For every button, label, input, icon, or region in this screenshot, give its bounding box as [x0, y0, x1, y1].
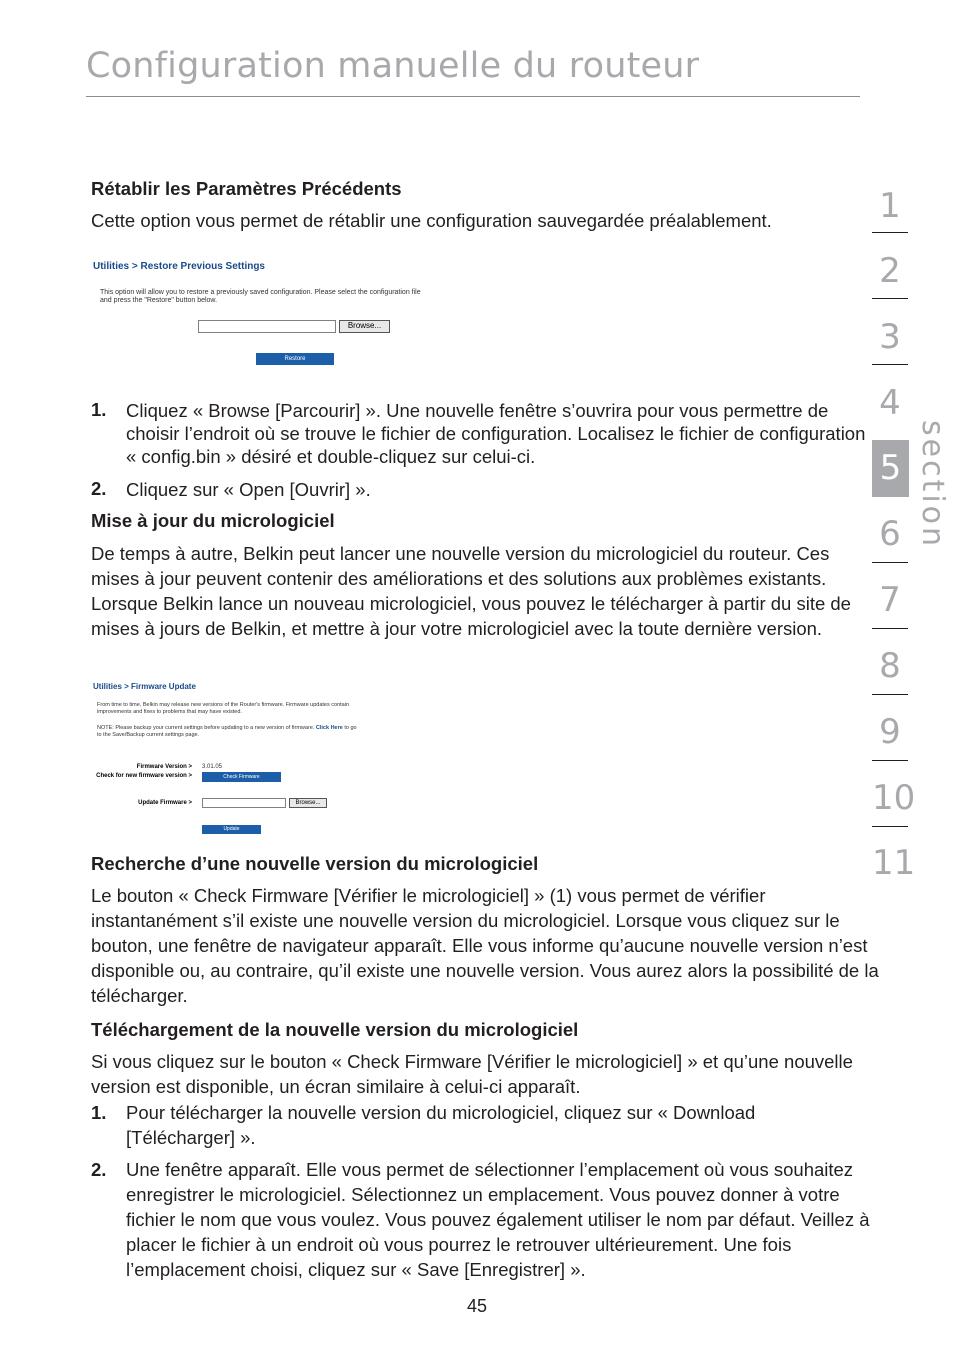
- check-firmware-label: Check for new firmware version >: [96, 773, 192, 779]
- check-heading: Recherche d’une nouvelle version du micrologiciel: [91, 853, 539, 874]
- firmware-screenshot-title: Utilities > Firmware Update: [93, 682, 196, 691]
- restore-step-text: Cliquez « Browse [Parcourir] ». Une nouvelle fenêtre s’ouvrira pour vous permettre de choisir l’endroit où se trouve le fichier de configuration. Localisez le fichier de configuration « config.bin » désiré et double-cliquez sur celui-ci.: [126, 400, 866, 467]
- firmware-screenshot-desc-2: improvements and fixes to problems that may have existed.: [97, 709, 242, 715]
- section-nav-item-9[interactable]: 9: [879, 712, 901, 752]
- download-step-text: Une fenêtre apparaît. Elle vous permet de sélectionner l’emplacement où vous souhaitez enregistrer le micrologiciel. Sélectionnez un emplacement. Vous pouvez donner à votre fichier le nom que vous voulez. Vous pouvez également utiliser le nom par défaut. Veillez à placer le fichier à un endroit où vous pourrez le retrouver ultérieurement. Une fois l’emplacement choisi, cliquez sur « Save [Enregistrer] ».: [126, 1159, 870, 1280]
- restore-intro: Cette option vous permet de rétablir une configuration sauvegardée préalablement.: [91, 210, 772, 231]
- update-button[interactable]: Update: [202, 825, 261, 834]
- firmware-body: De temps à autre, Belkin peut lancer une nouvelle version du micrologiciel du routeur. Ces mises à jour peuvent contenir des améliorations et des solutions aux problèmes existants. Lorsque Belkin lance un nouveau micrologiciel, vous pouvez le télécharger à partir du site de mises à jours de Belkin, et mettre à jour votre micrologiciel avec la toute dernière version.: [91, 543, 851, 639]
- section-nav-item-2[interactable]: 2: [879, 251, 901, 291]
- download-step-number: 2.: [91, 1159, 107, 1180]
- section-nav-item-1[interactable]: 1: [879, 186, 901, 226]
- check-firmware-button[interactable]: Check Firmware: [202, 772, 281, 782]
- title-divider: [86, 96, 860, 97]
- section-nav-item-3[interactable]: 3: [879, 317, 901, 357]
- firmware-heading: Mise à jour du micrologiciel: [91, 510, 335, 531]
- section-nav-item-8[interactable]: 8: [879, 646, 901, 686]
- download-step-number: 1.: [91, 1102, 107, 1123]
- page-title: Configuration manuelle du routeur: [86, 46, 700, 86]
- section-nav-divider: [872, 364, 908, 365]
- restore-step-text: Cliquez sur « Open [Ouvrir] ».: [126, 479, 371, 500]
- section-nav-divider: [872, 232, 908, 233]
- restore-browse-button[interactable]: Browse...: [339, 320, 390, 333]
- firmware-screenshot-note-1: [97, 725, 357, 732]
- firmware-note-link[interactable]: Click Here: [315, 725, 343, 731]
- section-nav-divider: [872, 298, 908, 299]
- download-step-text: Pour télécharger la nouvelle version du micrologiciel, cliquez sur « Download [Télécharger] ».: [126, 1102, 756, 1148]
- firmware-screenshot-desc-1: From time to time, Belkin may release new versions of the Router's firmware. Firmware updates contain: [97, 702, 350, 708]
- section-label-text: section: [915, 420, 950, 550]
- section-nav-item-7[interactable]: 7: [879, 580, 901, 620]
- restore-button[interactable]: Restore: [256, 353, 334, 365]
- firmware-version-label: Firmware Version >: [136, 764, 192, 770]
- firmware-screenshot-note-2: to the Save/Backup current settings page.: [97, 732, 200, 738]
- restore-file-input[interactable]: [198, 320, 336, 333]
- update-firmware-label: Update Firmware >: [138, 800, 192, 806]
- section-vertical-label: [912, 420, 952, 550]
- section-nav-item-4[interactable]: 4: [879, 383, 901, 423]
- firmware-version-value: 3.01.05: [202, 764, 223, 770]
- check-body: Le bouton « Check Firmware [Vérifier le micrologiciel] » (1) vous permet de vérifier instantanément s’il existe une nouvelle version du micrologiciel. Lorsque vous cliquez sur le bouton, une fenêtre de navigateur apparaît. Elle vous informe qu’aucune nouvelle version n’est disponible ou, au contraire, qu’il existe une nouvelle version. Vous aurez alors la possibilité de la télécharger.: [91, 885, 879, 1006]
- section-nav-divider: [872, 562, 908, 563]
- download-intro: Si vous cliquez sur le bouton « Check Firmware [Vérifier le micrologiciel] » et qu’une nouvelle version est disponible, un écran similaire à celui-ci apparaît.: [91, 1051, 853, 1097]
- firmware-note-text-end: to go: [344, 725, 357, 731]
- restore-screenshot-desc-2: and press the "Restore" button below.: [100, 297, 218, 304]
- firmware-file-input[interactable]: [202, 798, 286, 808]
- download-heading: Téléchargement de la nouvelle version du micrologiciel: [91, 1019, 579, 1040]
- section-nav-item-5-active[interactable]: [872, 440, 909, 497]
- section-nav-active-label: 5: [879, 448, 902, 488]
- restore-screenshot-desc-1: This option will allow you to restore a previously saved configuration. Please select the configuration file: [100, 289, 421, 296]
- section-nav-divider: [872, 628, 908, 629]
- restore-step-number: 1.: [91, 399, 107, 420]
- page-number: 45: [466, 1296, 488, 1316]
- restore-screenshot-title: Utilities > Restore Previous Settings: [93, 261, 265, 272]
- section-nav-divider: [872, 760, 908, 761]
- section-nav-divider: [872, 694, 908, 695]
- restore-heading: Rétablir les Paramètres Précédents: [91, 178, 402, 199]
- restore-step-number: 2.: [91, 478, 107, 499]
- section-nav-item-6[interactable]: 6: [879, 514, 901, 554]
- section-nav-item-11[interactable]: 11: [872, 843, 916, 883]
- restore-screenshot: [92, 258, 512, 370]
- section-nav-divider: [872, 826, 908, 827]
- section-nav-item-10[interactable]: 10: [872, 778, 916, 818]
- firmware-screenshot: [92, 680, 412, 840]
- firmware-browse-button[interactable]: Browse...: [289, 798, 327, 808]
- firmware-note-text: NOTE: Please backup your current settings before updating to a new version of firmware.: [97, 725, 315, 731]
